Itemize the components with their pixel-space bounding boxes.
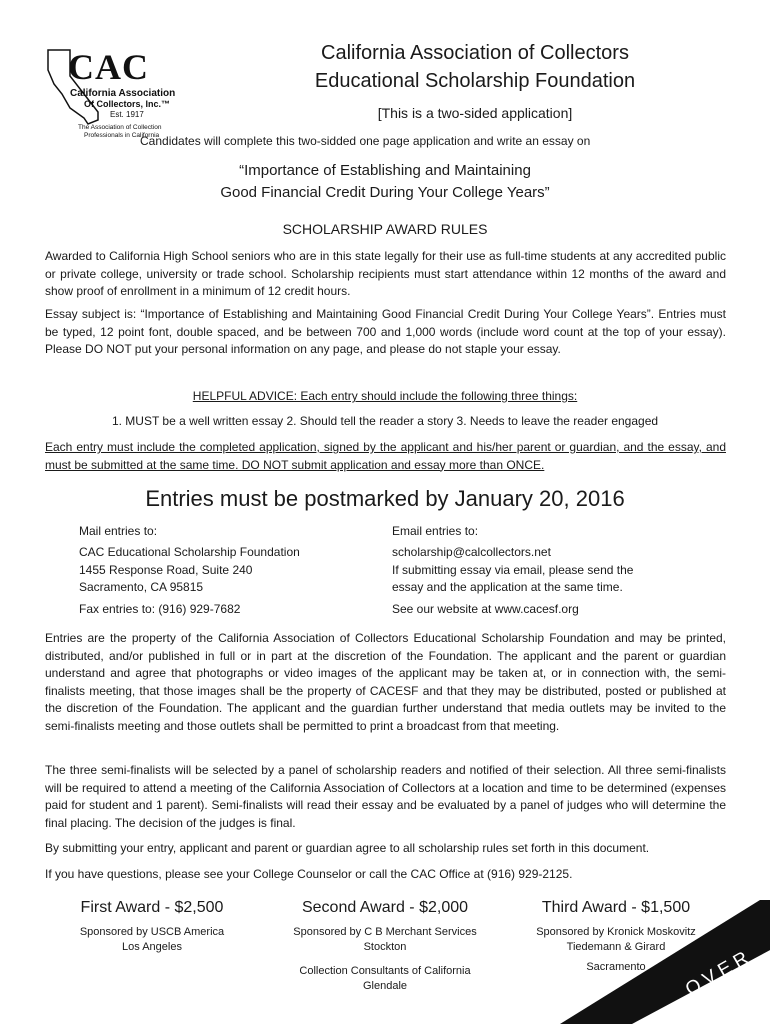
title-line2: Educational Scholarship Foundation [314,70,636,92]
intro-text: Candidates will complete this two-sidded one page application and write an essay on [140,134,591,148]
third-sponsor-name: Sponsored by Kronick Moskovitz [536,926,696,938]
eligibility-paragraph: Awarded to California High School seniors who are in this state legally for their use as full-time students at any accredited public or private college, university or trade school. Scholarship recipients must start attendance within 12 months of the award and show proof of enrollment in a minimum of 12 credit hours. [45,249,726,298]
second-sponsor-city: Stockton [363,941,407,953]
second-cosponsor-name: Collection Consultants of California [299,965,471,977]
agreement-paragraph: By submitting your entry, applicant and parent or guardian agree to all scholarship rules set forth in this document. [45,841,650,855]
first-sponsor-name: Sponsored by USCB America [79,926,225,938]
rules-heading: SCHOLARSHIP AWARD RULES [282,221,488,237]
mail-address-line2: 1455 Response Road, Suite 240 [79,562,253,577]
two-sided-note: [This is a two-sided application] [377,105,573,121]
email-note-line2: essay and the application at the same time. [392,580,623,594]
logo-name-line2: Of Collectors, Inc.™ [84,99,171,109]
first-sponsor-city: Los Angeles [122,941,182,953]
third-award-title: Third Award - $1,500 [541,899,691,916]
mail-heading: Mail entries to: [79,524,158,538]
second-cosponsor-city: Glendale [362,980,408,992]
advice-heading: HELPFUL ADVICE: Each entry should include the following three things: [192,389,578,403]
mail-address-line1: CAC Educational Scholarship Foundation [79,545,300,559]
advice-items: 1. MUST be a well written essay 2. Should tell the reader a story 3. Needs to leave the reader engaged [111,414,659,428]
third-sponsor-city: Sacramento [586,961,646,973]
essay-topic-line2: Good Financial Credit During Your College Years” [220,184,550,201]
submission-paragraph: Each entry must include the completed application, signed by the applicant and his/her parent or guardian, and the essay, and must be submitted at the same time. DO NOT submit application and essay more than ONCE. [45,440,726,472]
semifinalists-paragraph: The three semi-finalists will be selected by a panel of scholarship readers and notified of their selection. All three semi-finalists will be required to attend a meeting of the California Association of Collectors at a location and time to be determined (expenses paid for student and 1 parent). Semi-finalists will read their essay and be evaluated by a panel of judges who will determine the final placing. The decision of the judges is final. [45,763,726,830]
title-line1: California Association of Collectors [321,42,629,64]
property-paragraph: Entries are the property of the California Association of Collectors Educational Scholarship Foundation and may be printed, distributed, and/or published in full or in part at the discretion of the Foundation. The applicant and the parent or guardian understand and agree that photographs or video images of the applicant may be taken at, or in connection with, the semi-finalists meeting, that those images shall be the property of CACESF and that they may be distributed, posted or published at the discretion of the Foundation. The applicant and the guardian further understand that media outlets may be invited to the semi-finalists meeting and those outlets shall be permitted to print a broadcast from that meeting. [45,631,726,733]
essay-topic-line1: “Importance of Establishing and Maintaining [239,162,531,179]
logo-tagline-line2: Professionals in California [84,132,160,139]
deadline-heading: Entries must be postmarked by January 20, 2016 [145,486,625,511]
questions-paragraph: If you have questions, please see your College Counselor or call the CAC Office at (916) 929-2125. [45,867,573,881]
email-address: scholarship@calcollectors.net [392,545,551,559]
email-details [392,544,633,597]
logo-acronym: CAC [68,47,149,87]
second-award-sponsor [280,925,490,955]
email-note-line1: If submitting essay via email, please send the [392,562,634,577]
over-label: OVER [682,945,757,1001]
first-award-sponsor [47,925,257,955]
logo-established: Est. 1917 [110,110,144,119]
fax-line: Fax entries to: (916) 929-7682 [79,602,241,616]
logo-tagline-line1: The Association of Collection [78,124,162,131]
first-award-title: First Award - $2,500 [80,899,224,916]
over-corner-band [560,900,770,1024]
mail-address-line3: Sacramento, CA 95815 [79,580,204,594]
mail-address [79,544,300,597]
second-sponsor-name: Sponsored by C B Merchant Services [293,926,477,938]
essay-subject-paragraph: Essay subject is: “Importance of Establishing and Maintaining Good Financial Credit During Your College Years”. Entries must be typed, 12 point font, double spaced, and be between 700 and 1,000 words (include word count at the top of your essay). Please DO NOT put your personal information on any page, and please do not staple your essay. [45,307,726,356]
website-line: See our website at www.cacesf.org [392,602,579,616]
third-sponsor-name-cont: Tiedemann & Girard [566,941,666,953]
second-award-cosponsor [280,964,490,994]
second-award-title: Second Award - $2,000 [301,899,469,916]
email-heading: Email entries to: [392,524,479,538]
logo-name-line1: California Association [70,88,176,99]
